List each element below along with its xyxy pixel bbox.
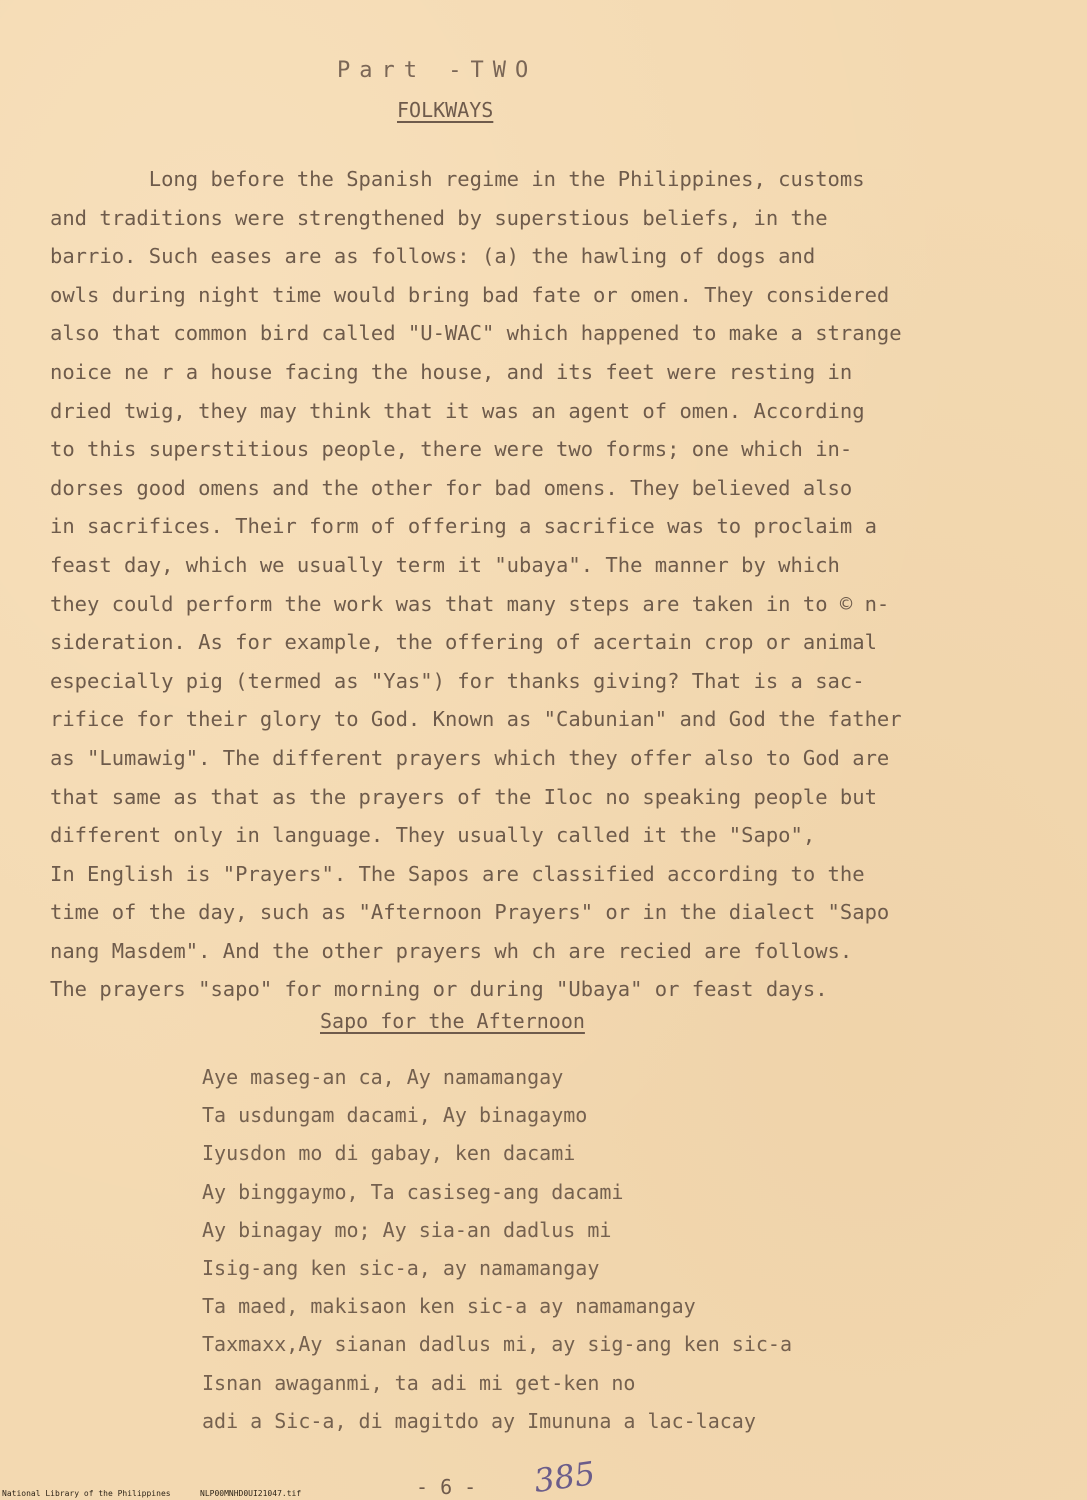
paragraph-line: especially pig (termed as "Yas") for thanks giving? That is a sac- [50,668,865,693]
paragraph-line: time of the day, such as "Afternoon Prayers" or in the dialect "Sapo [50,900,890,925]
paragraph-line: and traditions were strengthened by superstious beliefs, in the [50,205,828,230]
paragraph-line: The prayers "sapo" for morning or during "Ubaya" or feast days. [50,977,828,1002]
section-title: FOLKWAYS [397,98,494,122]
paragraph-line: dorses good omens and the other for bad omens. They believed also [50,475,853,500]
prayer-verse: Ay binagay mo; Ay sia-an dadlus mi [202,1217,612,1242]
prayer-verse: Ta maed, makisaon ken sic-a ay namamangay [202,1294,696,1319]
paragraph-line: owls during night time would bring bad fate or omen. They considered [50,282,890,307]
prayer-verses [202,1058,982,1440]
paragraph-line: in sacrifices. Their form of offering a sacrifice was to proclaim a [50,514,877,539]
part-heading: Part -TWO [337,58,538,83]
paragraph-line: rifice for their glory to God. Known as "Cabunian" and God the father [50,707,902,732]
paragraph-line: sideration. As for example, the offering of acertain crop or animal [50,630,877,655]
paragraph-line: In English is "Prayers". The Sapos are classified according to the [50,861,865,886]
paragraph-line: as "Lumawig". The different prayers which they offer also to God are [50,745,890,770]
prayer-verse: Isnan awaganmi, ta adi mi get-ken no [202,1370,636,1395]
handwritten-folio-number: 385 [531,1453,598,1500]
paragraph-line: different only in language. They usually called it the "Sapo", [50,823,816,848]
file-label: NLP00MNHD0UI21047.tif [200,1489,302,1498]
prayer-verse: Ay binggaymo, Ta casiseg-ang dacami [202,1179,624,1204]
prayer-title: Sapo for the Afternoon [320,1009,585,1033]
prayer-verse: Taxmaxx,Ay sianan dadlus mi, ay sig-ang ken sic-a [202,1332,793,1357]
paragraph-line: that same as that as the prayers of the Iloc no speaking people but [50,784,877,809]
page-number: - 6 - [416,1475,477,1499]
prayer-verse: adi a Sic-a, di magitdo ay Imununa a lac-lacay [202,1408,756,1433]
prayer-verse: Isig-ang ken sic-a, ay namamangay [202,1255,600,1280]
paragraph-line: noice ne r a house facing the house, and its feet were resting in [50,359,853,384]
paragraph-line: they could perform the work was that many steps are taken in to © n- [50,591,890,616]
prayer-verse: Aye maseg-an ca, Ay namamangay [202,1065,564,1089]
paragraph-line: to this superstitious people, there were two forms; one which in- [50,437,853,462]
prayer-verse: Ta usdungam dacami, Ay binagaymo [202,1103,588,1128]
body-paragraph [50,160,1050,1009]
paragraph-line: Long before the Spanish regime in the Philippines, customs [50,167,865,191]
paragraph-line: feast day, which we usually term it "ubaya". The manner by which [50,552,840,577]
prayer-verse: Iyusdon mo di gabay, ken dacami [202,1141,576,1166]
paragraph-line: also that common bird called "U-WAC" which happened to make a strange [50,321,902,346]
library-label: National Library of the Philippines [2,1489,171,1498]
paragraph-line: dried twig, they may think that it was an agent of omen. According [50,398,865,423]
paragraph-line: nang Masdem". And the other prayers wh ch are recied are follows. [50,938,853,963]
paragraph-line: barrio. Such eases are as follows: (a) the hawling of dogs and [50,244,816,269]
